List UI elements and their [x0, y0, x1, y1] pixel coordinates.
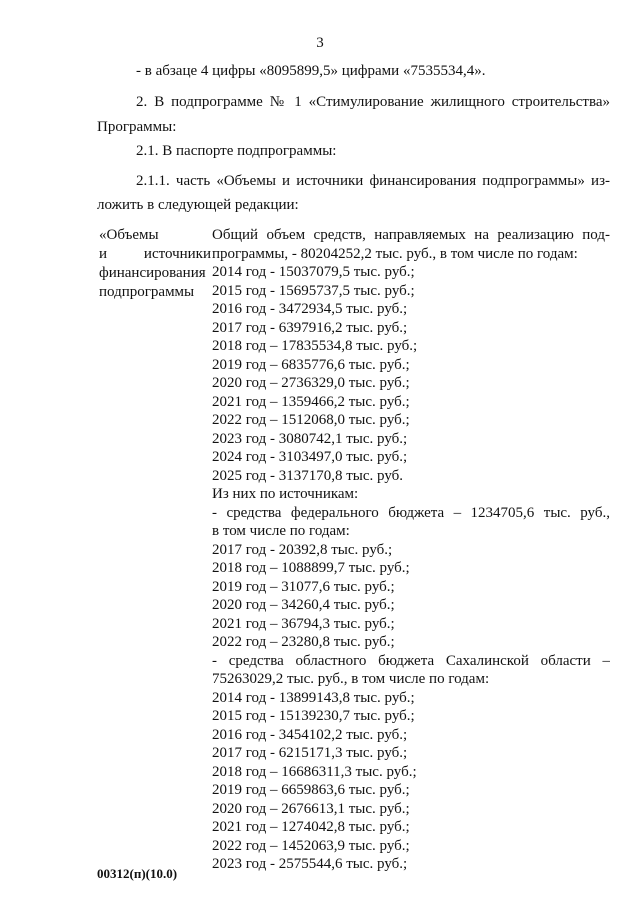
- funding-line: 2015 год - 15139230,7 тыс. руб.;: [212, 708, 415, 724]
- funding-line: 2019 год – 31077,6 тыс. руб.;: [212, 578, 395, 595]
- label-line-financing: финансирования: [99, 265, 206, 281]
- paragraph-amendment-figures: - в абзаце 4 цифры «8095899,5» цифрами «7535534,4».: [136, 63, 486, 79]
- funding-line: 2025 год - 3137170,8 тыс. руб.: [212, 467, 404, 484]
- paragraph-subprogram-heading-cont: Программы:: [97, 119, 177, 135]
- funding-line: 2020 год – 2736329,0 тыс. руб.;: [212, 375, 410, 391]
- funding-line: 2014 год - 15037079,5 тыс. руб.;: [212, 264, 415, 280]
- funding-line: программы, - 80204252,2 тыс. руб., в том числе по годам:: [212, 245, 578, 262]
- paragraph-passport: 2.1. В паспорте подпрограммы:: [136, 143, 337, 159]
- document-code: 00312(п)(10.0): [97, 866, 178, 881]
- label-line-volumes: «Объемы: [99, 227, 159, 243]
- funding-line: - средства федерального бюджета – 1234705,6 тыс. руб.,: [212, 504, 610, 521]
- funding-line: 2017 год - 6397916,2 тыс. руб.;: [212, 319, 408, 336]
- funding-line: 2018 год – 16686311,3 тыс. руб.;: [212, 763, 417, 780]
- funding-line: 75263029,2 тыс. руб., в том числе по годам:: [212, 671, 490, 687]
- funding-line: Общий объем средств, направляемых на реализацию под-: [212, 227, 610, 243]
- funding-line: в том числе по годам:: [212, 523, 350, 539]
- label-line-sources: [99, 245, 211, 264]
- funding-line: 2020 год – 34260,4 тыс. руб.;: [212, 597, 395, 613]
- paragraph-subprogram-heading: 2. В подпрограмме № 1 «Стимулирование жилищного строительства»: [136, 94, 610, 110]
- label-line-subprogram: подпрограммы: [99, 284, 195, 300]
- table-left-label: [99, 226, 211, 302]
- funding-line: 2014 год - 13899143,8 тыс. руб.;: [212, 689, 415, 706]
- funding-line: 2021 год – 1274042,8 тыс. руб.;: [212, 819, 410, 835]
- funding-line: 2024 год - 3103497,0 тыс. руб.;: [212, 449, 408, 465]
- funding-line: 2017 год - 6215171,3 тыс. руб.;: [212, 745, 408, 761]
- funding-line: 2023 год - 3080742,1 тыс. руб.;: [212, 430, 408, 447]
- funding-line: Из них по источникам:: [212, 486, 359, 502]
- paragraph-part-heading: 2.1.1. часть «Объемы и источники финансирования подпрограммы» из-: [136, 173, 610, 189]
- funding-line: 2019 год – 6659863,6 тыс. руб.;: [212, 782, 410, 798]
- funding-line: 2016 год - 3454102,2 тыс. руб.;: [212, 726, 408, 743]
- funding-line: 2015 год - 15695737,5 тыс. руб.;: [212, 282, 415, 299]
- funding-line: 2016 год - 3472934,5 тыс. руб.;: [212, 301, 408, 317]
- funding-line: 2019 год – 6835776,6 тыс. руб.;: [212, 356, 410, 373]
- funding-line: 2022 год – 1512068,0 тыс. руб.;: [212, 412, 410, 428]
- funding-line: 2018 год – 17835534,8 тыс. руб.;: [212, 338, 418, 354]
- label-word-and: и: [99, 246, 108, 262]
- funding-line: 2020 год – 2676613,1 тыс. руб.;: [212, 800, 410, 817]
- funding-line: 2018 год – 1088899,7 тыс. руб.;: [212, 560, 410, 576]
- funding-line: 2023 год - 2575544,6 тыс. руб.;: [212, 856, 408, 872]
- page-number: 3: [316, 35, 324, 51]
- table-right-content: [212, 226, 610, 874]
- funding-line: - средства областного бюджета Сахалинской области –: [212, 652, 610, 669]
- funding-line: 2017 год - 20392,8 тыс. руб.;: [212, 541, 393, 558]
- label-word-sources: источники: [143, 246, 211, 262]
- funding-line: 2022 год – 1452063,9 тыс. руб.;: [212, 837, 410, 854]
- funding-line: 2022 год – 23280,8 тыс. руб.;: [212, 634, 395, 650]
- funding-line: 2021 год – 1359466,2 тыс. руб.;: [212, 393, 410, 410]
- funding-line: 2021 год – 36794,3 тыс. руб.;: [212, 615, 395, 632]
- paragraph-part-heading-cont: ложить в следующей редакции:: [97, 197, 299, 213]
